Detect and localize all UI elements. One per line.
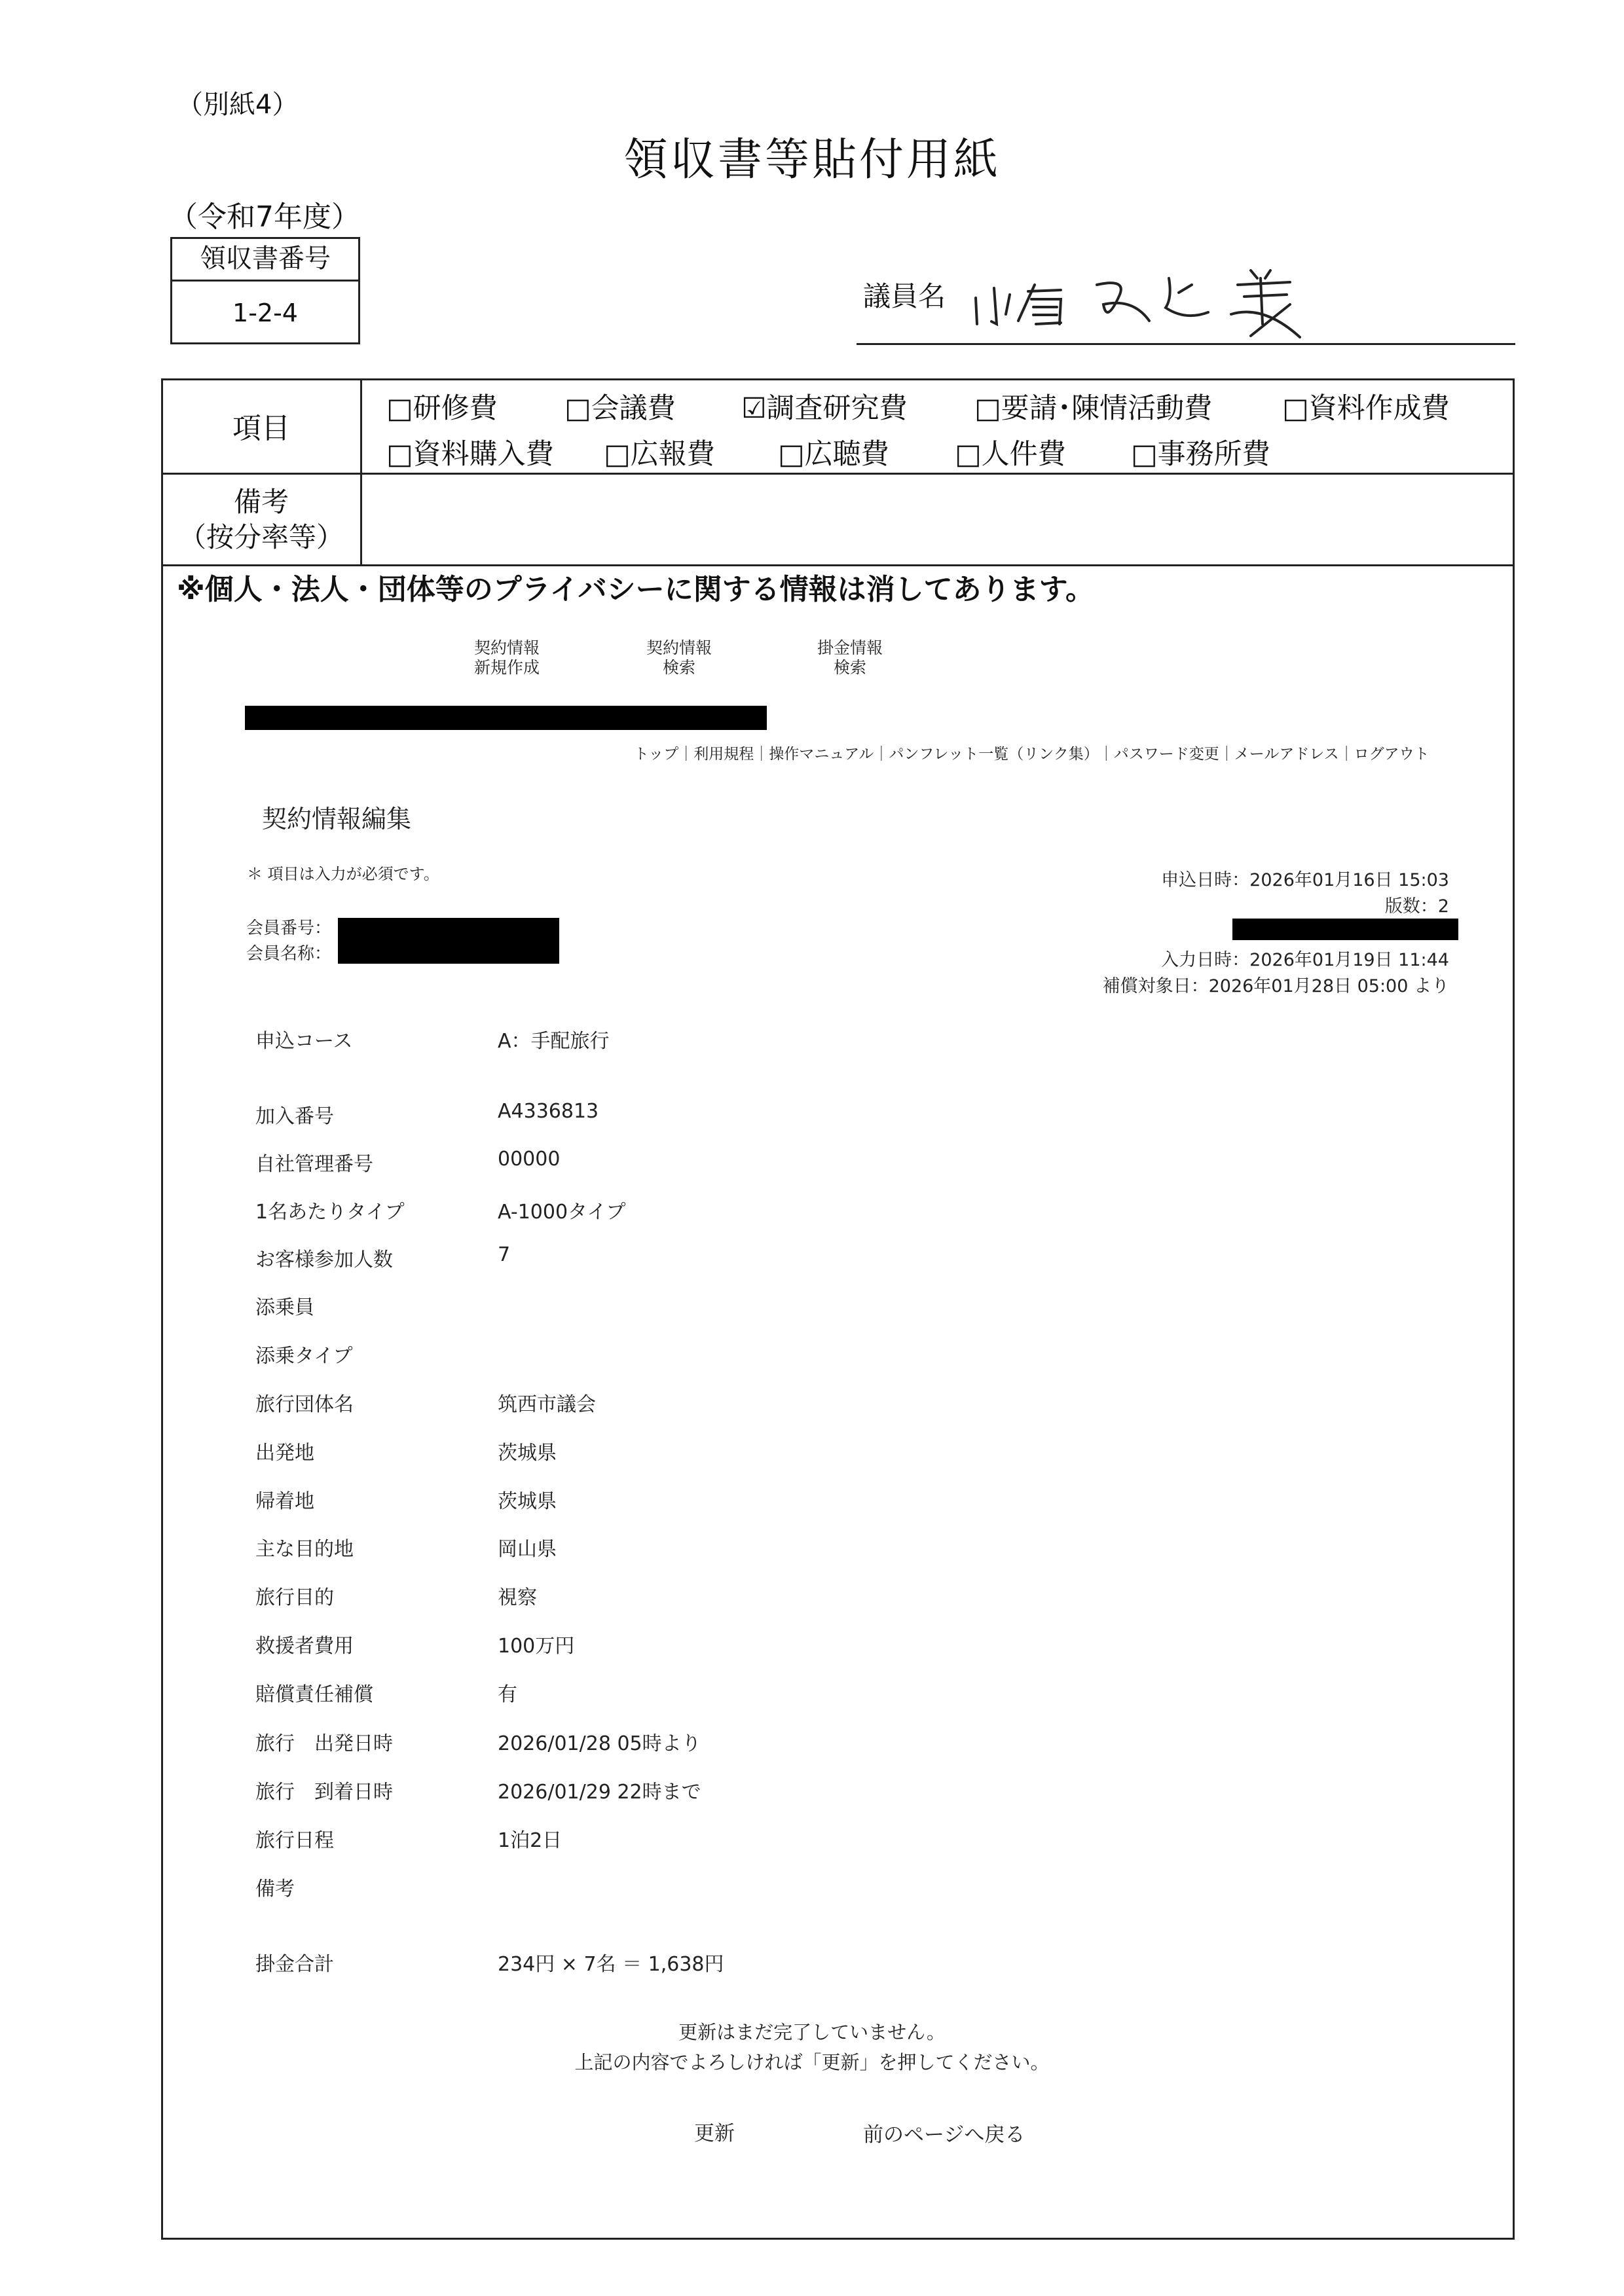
checkbox-investigation-research[interactable]: ☑調査研究費 — [741, 392, 908, 425]
field-value: 茨城県 — [498, 1490, 557, 1513]
field-label: 旅行 到着日時 — [255, 1781, 393, 1804]
notice-line2: 上記の内容でよろしければ「更新」を押してください。 — [574, 2051, 1050, 2073]
field-label: 添乗員 — [255, 1296, 314, 1319]
redaction-bar — [338, 918, 559, 964]
nav-line: 検索 — [833, 658, 866, 677]
version: 版数：2 — [1384, 896, 1449, 917]
field-value: 100万円 — [498, 1635, 575, 1658]
nav-line: 検索 — [662, 658, 695, 677]
field-value: 2026/01/29 22時まで — [498, 1781, 701, 1804]
field-label: 1名あたりタイプ — [255, 1201, 405, 1224]
field-label: 救援者費用 — [255, 1635, 354, 1658]
remarks-label — [161, 474, 361, 566]
checkbox-petition-activity[interactable]: □要請･陳情活動費 — [974, 392, 1213, 425]
receipt-number-label: 領収書番号 — [172, 239, 358, 282]
field-label: 旅行 出発日時 — [255, 1732, 393, 1755]
nav-line: 掛金情報 — [817, 638, 883, 657]
checkbox-public-hearing[interactable]: □広聴費 — [778, 438, 889, 471]
back-link[interactable]: 前のページへ戻る — [863, 2123, 1025, 2147]
field-value: 有 — [498, 1683, 517, 1706]
required-note: ＊ 項目は入力が必須です。 — [247, 865, 439, 883]
handwritten-signature — [963, 259, 1329, 344]
field-value: 視察 — [498, 1586, 537, 1609]
nav-search-premium[interactable] — [784, 638, 915, 678]
field-label: 自社管理番号 — [255, 1153, 373, 1176]
field-label: 添乗タイプ — [255, 1345, 353, 1368]
nav-search-contract[interactable] — [614, 638, 745, 678]
member-name-underline — [857, 343, 1515, 345]
entered-datetime: 入力日時：2026年01月19日 11:44 — [1161, 950, 1449, 970]
nav-line: 契約情報 — [646, 638, 712, 657]
field-label: 申込コース — [255, 1030, 353, 1053]
receipt-number-box — [170, 237, 360, 344]
checkbox-research-training[interactable]: □研修費 — [386, 392, 498, 425]
field-label: 備考 — [255, 1878, 295, 1901]
coverage-date: 補償対象日：2026年01月28日 05:00 より — [1102, 976, 1449, 996]
field-value: 1泊2日 — [498, 1829, 563, 1852]
applied-datetime: 申込日時：2026年01月16日 15:03 — [1161, 870, 1449, 890]
receipt-number-value: 1-2-4 — [232, 299, 298, 327]
checkbox-document-creation[interactable]: □資料作成費 — [1282, 392, 1450, 425]
field-label: 掛金合計 — [255, 1953, 334, 1976]
field-value: 岡山県 — [498, 1538, 557, 1561]
screen-title: 契約情報編集 — [262, 805, 412, 833]
field-value: 00000 — [498, 1148, 561, 1171]
member-org-label: 会員名称： — [246, 944, 332, 964]
field-value: A-1000タイプ — [498, 1201, 626, 1224]
nav-line: 契約情報 — [473, 638, 540, 657]
field-label: 主な目的地 — [255, 1538, 354, 1561]
fiscal-year: （令和7年度） — [169, 200, 360, 234]
field-label: 旅行団体名 — [255, 1393, 354, 1416]
items-label: 項目 — [232, 412, 290, 445]
update-button[interactable]: 更新 — [694, 2122, 735, 2145]
member-number-label: 会員番号： — [246, 919, 332, 938]
header-links[interactable]: トップ｜利用規程｜操作マニュアル｜パンフレット一覧（リンク集）｜パスワード変更｜メールアドレス｜ログアウト — [634, 746, 1430, 763]
field-label: 帰着地 — [255, 1490, 314, 1513]
checkbox-office[interactable]: □事務所費 — [1131, 438, 1270, 471]
annex-label: （別紙4） — [177, 90, 299, 120]
field-value: 茨城県 — [498, 1442, 557, 1465]
checkbox-public-relations[interactable]: □広報費 — [604, 438, 715, 471]
field-label: 出発地 — [255, 1442, 314, 1465]
redaction-bar — [1232, 919, 1458, 940]
notice-line1: 更新はまだ完了していません。 — [678, 2021, 946, 2043]
privacy-note: ※個人・法人・団体等のプライバシーに関する情報は消してあります。 — [177, 573, 1095, 606]
field-label: 加入番号 — [255, 1105, 334, 1128]
field-value: 7 — [498, 1243, 511, 1266]
remarks-label-line1: 備考 — [233, 486, 289, 518]
checkbox-document-purchase[interactable]: □資料購入費 — [386, 438, 554, 471]
field-value: A：手配旅行 — [498, 1030, 610, 1053]
redaction-bar — [245, 706, 767, 730]
row-divider — [161, 473, 1515, 475]
field-label: 旅行目的 — [255, 1586, 334, 1609]
nav-line: 新規作成 — [473, 658, 540, 677]
checkbox-meeting[interactable]: □会議費 — [564, 392, 676, 425]
field-value: A4336813 — [498, 1100, 599, 1123]
remarks-label-line2: （按分率等） — [178, 521, 344, 553]
field-label: 旅行日程 — [255, 1829, 334, 1852]
page-title: 領収書等貼付用紙 — [623, 134, 1001, 186]
checkbox-personnel[interactable]: □人件費 — [955, 438, 1066, 471]
field-label: 賠償責任補償 — [255, 1683, 373, 1706]
nav-new-contract[interactable] — [441, 638, 572, 678]
member-name-label: 議員名 — [863, 280, 946, 312]
field-value: 2026/01/28 05時より — [498, 1732, 701, 1755]
field-value: 筑西市議会 — [498, 1393, 596, 1416]
field-value: 234円 × 7名 ＝ 1,638円 — [498, 1953, 724, 1976]
field-label: お客様参加人数 — [255, 1248, 393, 1271]
